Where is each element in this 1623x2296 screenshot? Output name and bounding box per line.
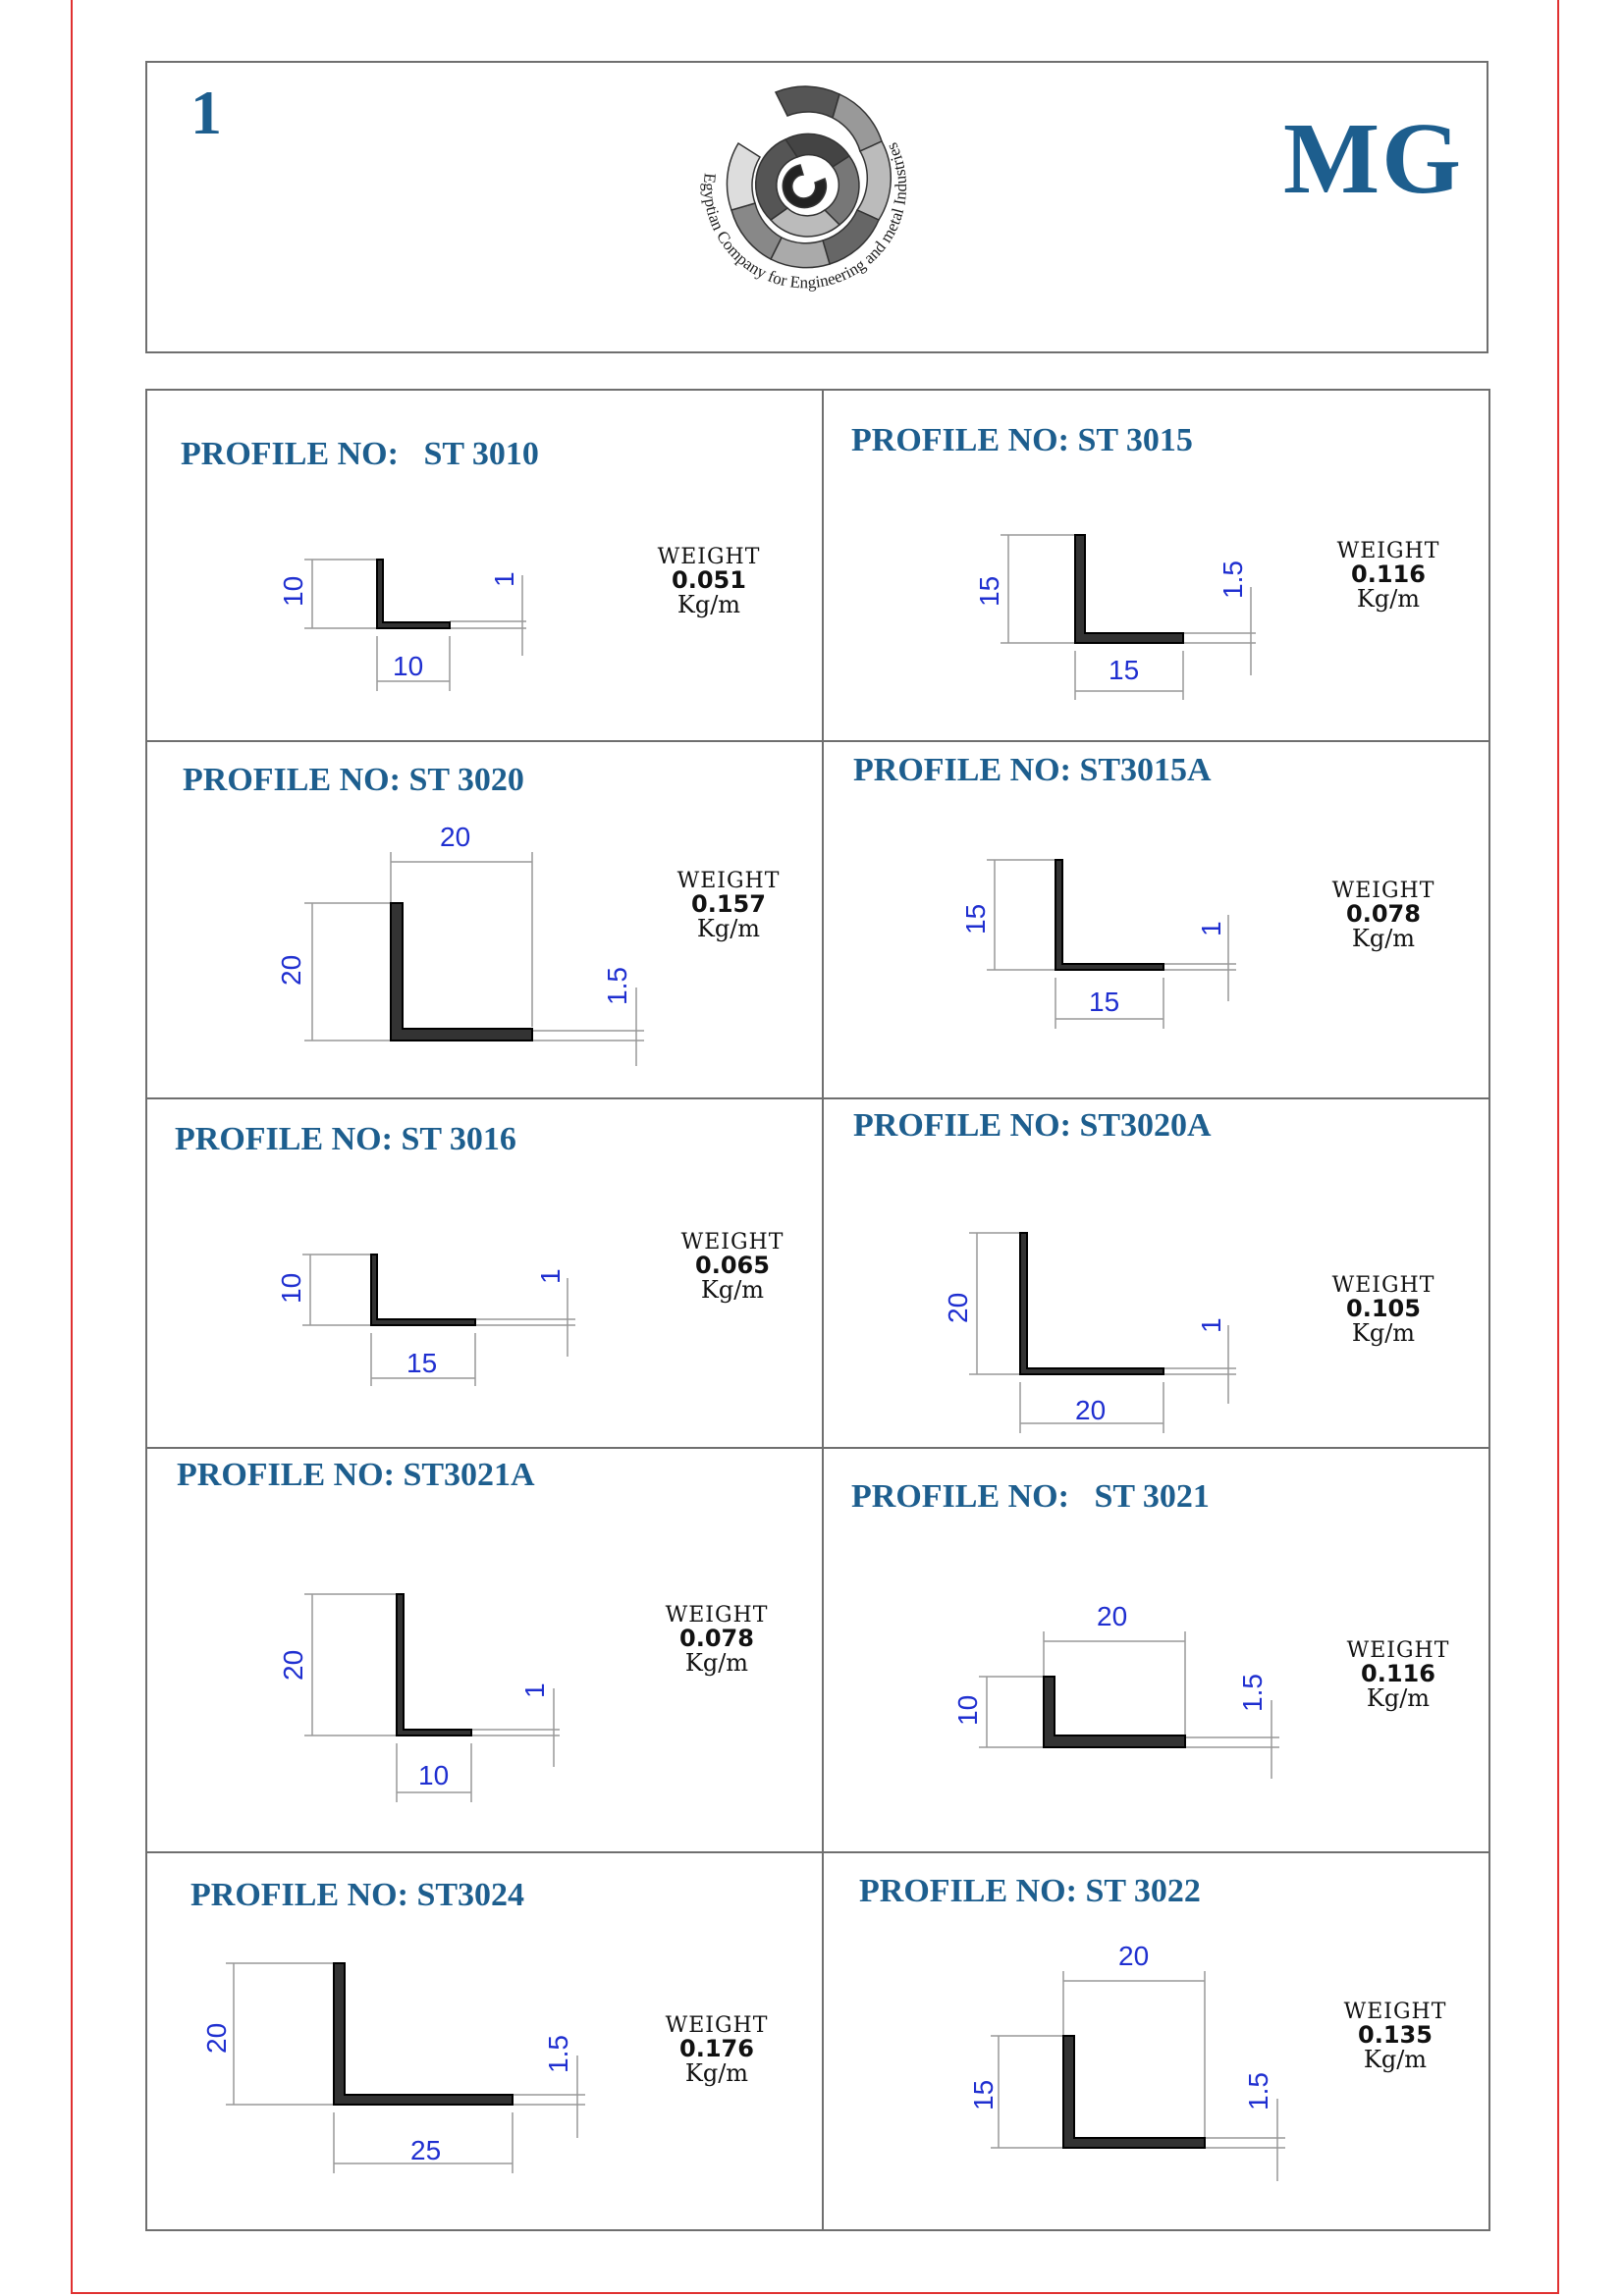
weight-unit: Kg/m xyxy=(1351,1319,1416,1348)
weight-block xyxy=(674,1231,791,1303)
dim-vertical: 10 xyxy=(276,1272,306,1304)
weight-block xyxy=(1336,2001,1454,2072)
weight-value: 0.135 xyxy=(1358,2021,1433,2050)
profile-title: PROFILE NO: ST3021A xyxy=(177,1457,535,1493)
dim-vertical: 10 xyxy=(952,1694,983,1726)
weight-unit: Kg/m xyxy=(696,915,761,943)
weight-value: 0.105 xyxy=(1346,1295,1421,1323)
dim-thickness: 1 xyxy=(489,571,519,587)
profile-title: PROFILE NO: ST 3020 xyxy=(183,762,524,798)
profile-title: PROFILE NO: ST 3021 xyxy=(851,1478,1210,1515)
profile-cell-st3015 xyxy=(824,391,1490,742)
weight-unit: Kg/m xyxy=(684,1649,749,1678)
dim-thickness: 1 xyxy=(535,1268,566,1284)
dim-horizontal: 10 xyxy=(393,651,424,681)
dim-thickness: 1 xyxy=(519,1682,550,1698)
weight-unit: Kg/m xyxy=(684,2059,749,2088)
weight-value: 0.176 xyxy=(679,2035,754,2063)
dim-thickness: 1.5 xyxy=(602,967,632,1005)
weight-block xyxy=(658,2014,776,2086)
weight-value: 0.157 xyxy=(691,890,766,919)
weight-unit: Kg/m xyxy=(700,1276,765,1305)
profile-title: PROFILE NO: ST 3015 xyxy=(851,422,1193,458)
weight-block xyxy=(1325,880,1442,951)
brand-logo-text: MG xyxy=(1282,102,1463,215)
dim-horizontal: 15 xyxy=(406,1348,438,1378)
dim-vertical: 15 xyxy=(974,575,1004,607)
weight-block xyxy=(650,546,768,617)
profile-cell-st3015a xyxy=(824,742,1490,1099)
dim-horizontal: 25 xyxy=(410,2135,442,2165)
weight-label: WEIGHT xyxy=(665,1603,769,1628)
dim-vertical: 20 xyxy=(201,2022,232,2054)
dim-horizontal: 20 xyxy=(1097,1601,1128,1631)
dim-thickness: 1.5 xyxy=(1237,1674,1268,1712)
dim-thickness: 1.5 xyxy=(1243,2072,1273,2110)
dim-horizontal: 20 xyxy=(440,822,471,852)
page-number: 1 xyxy=(190,78,222,147)
weight-block xyxy=(1325,1274,1442,1346)
weight-unit: Kg/m xyxy=(676,591,741,619)
dim-vertical: 10 xyxy=(278,575,308,607)
profile-cell-st3022 xyxy=(824,1853,1490,2229)
profile-title: PROFILE NO: ST3020A xyxy=(853,1107,1212,1144)
weight-unit: Kg/m xyxy=(1363,2046,1428,2074)
weight-label: WEIGHT xyxy=(657,545,761,569)
weight-unit: Kg/m xyxy=(1351,925,1416,953)
weight-value: 0.065 xyxy=(695,1252,770,1280)
company-logo xyxy=(677,63,933,318)
weight-value: 0.078 xyxy=(679,1625,754,1653)
profile-grid xyxy=(145,389,1490,2231)
dim-vertical: 20 xyxy=(278,1649,308,1681)
dim-thickness: 1 xyxy=(1196,921,1226,936)
dim-vertical: 15 xyxy=(968,2079,999,2110)
header-box xyxy=(145,61,1488,353)
dim-thickness: 1 xyxy=(1196,1317,1226,1333)
weight-label: WEIGHT xyxy=(680,1230,784,1255)
profile-title: PROFILE NO: ST 3010 xyxy=(181,436,539,472)
dim-thickness: 1.5 xyxy=(543,2035,573,2073)
profile-title: PROFILE NO: ST 3016 xyxy=(175,1121,516,1157)
weight-block xyxy=(1339,1639,1457,1711)
weight-label: WEIGHT xyxy=(1336,539,1440,563)
weight-block xyxy=(658,1604,776,1676)
weight-unit: Kg/m xyxy=(1366,1684,1431,1713)
profile-title: PROFILE NO: ST3024 xyxy=(190,1877,525,1913)
dim-horizontal: 15 xyxy=(1089,987,1120,1017)
weight-label: WEIGHT xyxy=(665,2013,769,2038)
dim-vertical: 20 xyxy=(943,1292,973,1323)
weight-label: WEIGHT xyxy=(1331,1273,1435,1298)
profile-title: PROFILE NO: ST3015A xyxy=(853,752,1212,788)
profile-cell-st3024 xyxy=(147,1853,824,2229)
dim-vertical: 15 xyxy=(960,903,991,934)
profile-cell-st3016 xyxy=(147,1099,824,1449)
profile-title: PROFILE NO: ST 3022 xyxy=(859,1873,1201,1909)
weight-value: 0.116 xyxy=(1351,561,1426,589)
profile-cell-st3020 xyxy=(147,742,824,1099)
dim-horizontal: 10 xyxy=(418,1760,450,1790)
weight-label: WEIGHT xyxy=(1343,2000,1447,2024)
profile-cell-st3021a xyxy=(147,1449,824,1853)
profile-cell-st3020a xyxy=(824,1099,1490,1449)
weight-value: 0.051 xyxy=(672,566,746,595)
weight-label: WEIGHT xyxy=(676,869,781,893)
weight-unit: Kg/m xyxy=(1356,585,1421,614)
weight-value: 0.078 xyxy=(1346,900,1421,929)
profile-cell-st3010 xyxy=(147,391,824,742)
logo-text: Egyptian Company for Engineering and metal Industries xyxy=(699,139,911,293)
dim-horizontal: 15 xyxy=(1109,655,1140,685)
dim-thickness: 1.5 xyxy=(1217,561,1248,599)
weight-label: WEIGHT xyxy=(1331,879,1435,903)
weight-label: WEIGHT xyxy=(1346,1638,1450,1663)
weight-block xyxy=(1329,540,1447,612)
weight-block xyxy=(670,870,787,941)
dim-horizontal: 20 xyxy=(1075,1395,1107,1425)
weight-value: 0.116 xyxy=(1361,1660,1435,1688)
dim-horizontal: 20 xyxy=(1118,1941,1150,1971)
dim-vertical: 20 xyxy=(276,954,306,986)
profile-cell-st3021 xyxy=(824,1449,1490,1853)
